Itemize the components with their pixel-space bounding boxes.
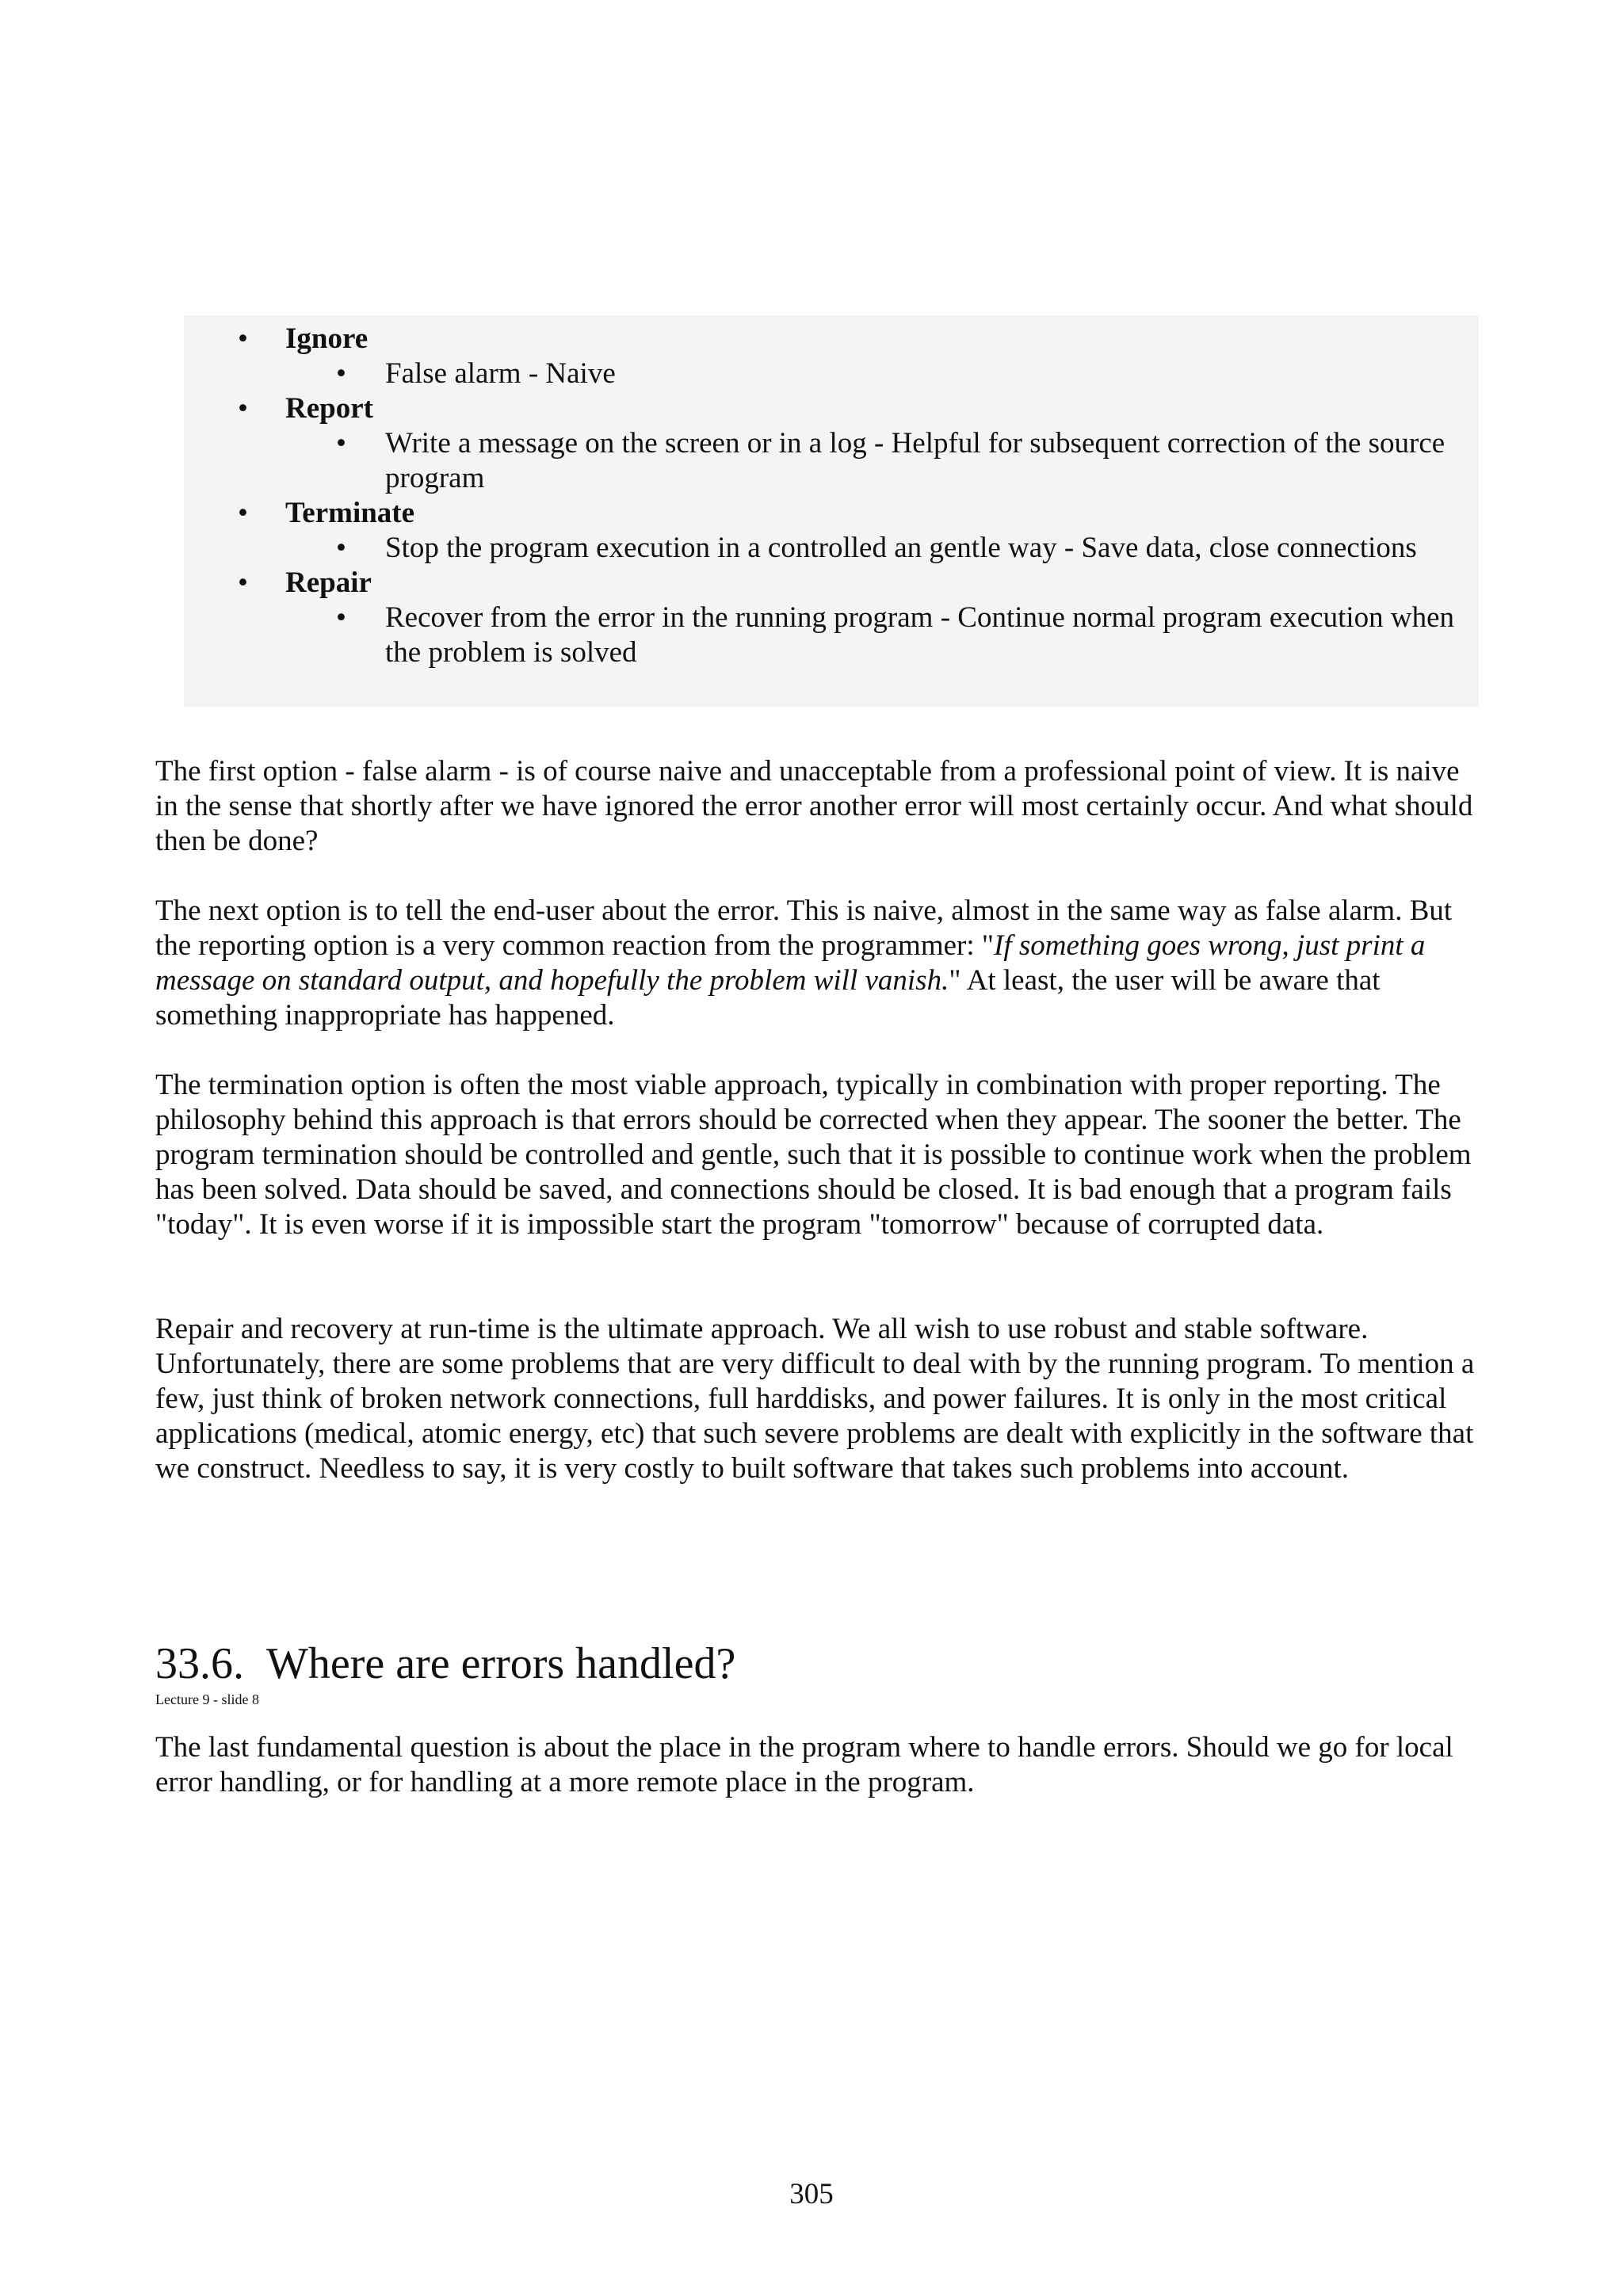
option-label: Terminate [285, 497, 415, 529]
paragraph-text: " At least, the user will be aware that something inappropriate has happened. [155, 964, 1381, 1032]
option-report [184, 391, 1479, 496]
slide-options-box [184, 315, 1479, 707]
paragraph-repair: Repair and recovery at run-time is the ultimate approach. We all wish to use robust and stable software. Unfortunately, there are some problems that are very difficult to deal with by the running program. To mention a few, just think of broken network connections, full harddisks, and power failures. It is only in the most critical applications (medical, atomic energy, etc) that such severe problems are dealt with explicitly in the software that we construct. Needless to say, it is very costly to built software that takes such problems into account. [155, 1313, 1475, 1485]
section-title: Where are errors handled? [266, 1639, 736, 1688]
option-label: Report [285, 392, 373, 425]
option-terminate [184, 496, 1479, 566]
paragraph-text: The next option is to tell the end-user about the error. This is naive, almost in the same way as false alarm. But the reporting option is a very common reaction from the programmer: " [155, 894, 1453, 962]
paragraph-termination: The termination option is often the most viable approach, typically in combination with proper reporting. The philosophy behind this approach is that errors should be corrected when they appear. The sooner the better. The program termination should be controlled and gentle, such that it is possible to continue work when the problem has been solved. Data should be saved, and connections should be closed. It is bad enough that a program fails "today". It is even worse if it is impossible start the program "tomorrow" because of corrupted data. [155, 1069, 1472, 1241]
option-description: • Stop the program execution in a controlled an gentle way - Save data, close connections [285, 531, 1479, 566]
option-ignore [184, 322, 1479, 391]
page-number: 305 [789, 2178, 834, 2210]
option-label: Repair [285, 566, 372, 599]
section-heading [155, 1638, 735, 1689]
paragraph-where-handled: The last fundamental question is about the place in the program where to handle errors. Should we go for local error handling, or for handling at a more remote place in the program. [155, 1731, 1453, 1798]
option-repair [184, 566, 1479, 670]
option-sublist [285, 601, 1479, 670]
paragraph-reporting [155, 894, 1487, 1033]
option-description: • Recover from the error in the running program - Continue normal program execution when the problem is solved [285, 601, 1479, 670]
option-label: Ignore [285, 322, 369, 355]
paragraph-false-alarm: The first option - false alarm - is of course naive and unacceptable from a professional point of view. It is naive in the sense that shortly after we have ignored the error another error will most certainly occur. And what should then be done? [155, 755, 1473, 857]
slide-reference: Lecture 9 - slide 8 [155, 1691, 259, 1707]
options-list [184, 322, 1479, 670]
option-sublist [285, 426, 1479, 496]
quote-text: If something goes wrong, just print a message on standard output, and hopefully the problem will vanish. [155, 929, 1426, 997]
option-description: • False alarm - Naive [285, 357, 1479, 391]
option-sublist [285, 357, 1479, 391]
option-sublist [285, 531, 1479, 566]
option-description: • Write a message on the screen or in a log - Helpful for subsequent correction of the source program [285, 426, 1479, 496]
section-number: 33.6. [155, 1639, 244, 1688]
